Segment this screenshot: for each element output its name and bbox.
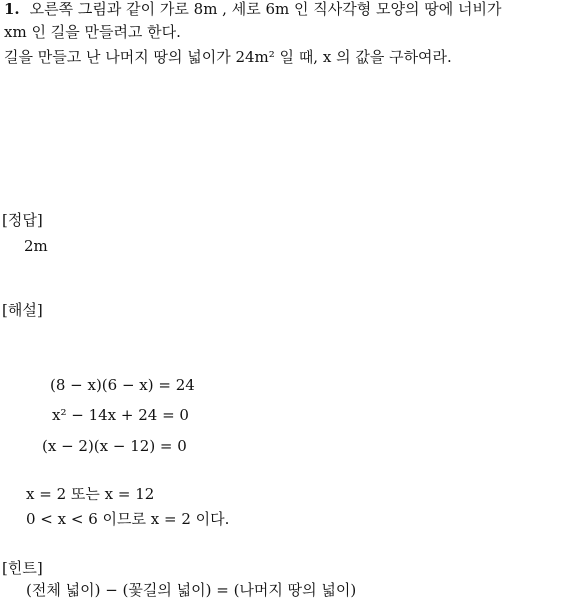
solution-line-1: x = 2 또는 x = 12 [26,485,155,503]
problem-line-3: 길을 만들고 난 나머지 땅의 넓이가 24m² 일 때, x 의 값을 구하여라. [4,48,452,66]
equation-2: x² − 14x + 24 = 0 [52,406,189,424]
solution-line-2: 0 < x < 6 이므로 x = 2 이다. [26,510,230,528]
explanation-header: [해설] [2,301,43,319]
hint-header: [힌트] [2,559,43,577]
problem-line-2: xm 인 길을 만들려고 한다. [4,23,181,41]
problem-number: 1. [4,0,20,18]
answer-value: 2m [24,237,48,255]
problem-text-1: 오른쪽 그림과 같이 가로 8m , 세로 6m 인 직사각형 모양의 땅에 너비가 [29,0,502,18]
answer-header: [정답] [2,211,43,229]
problem-line-1 [4,0,501,19]
equation-1: (8 − x)(6 − x) = 24 [50,376,195,394]
hint-text: (전체 넓이) − (꽃길의 넓이) = (나머지 땅의 넓이) [26,581,357,599]
equation-3: (x − 2)(x − 12) = 0 [42,437,187,455]
